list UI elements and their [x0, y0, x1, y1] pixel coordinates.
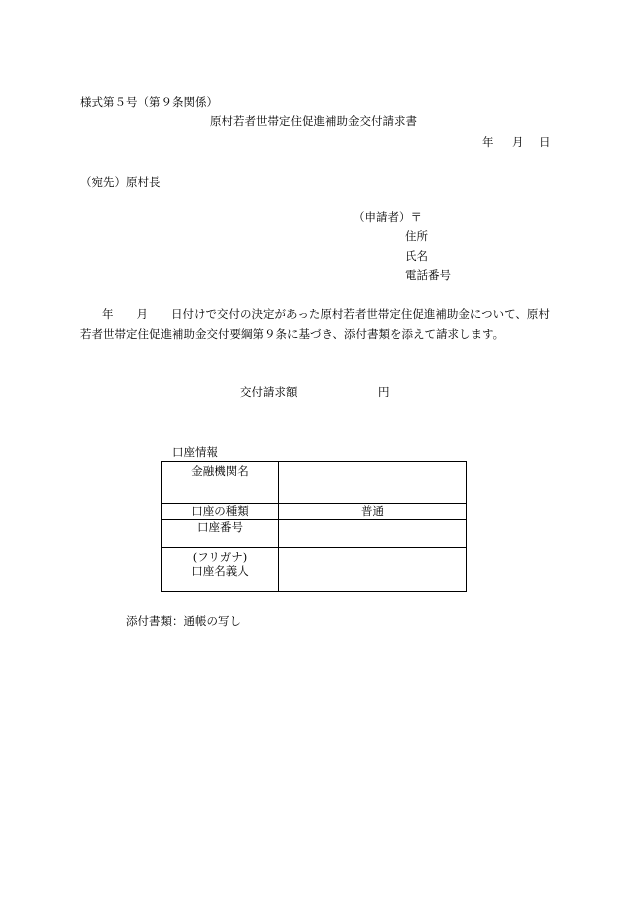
body-line-2: 若者世帯定住促進補助金交付要綱第９条に基づき、添付書類を添えて請求します。 — [80, 327, 505, 341]
account-number-label: 口座番号 — [162, 520, 279, 548]
attachments: 添付書類：通帳の写し — [126, 614, 241, 628]
amount-label: 交付請求額 — [240, 385, 298, 399]
address-label: 住所 — [405, 229, 428, 243]
account-type-label: 口座の種類 — [162, 504, 279, 520]
name-label: 氏名 — [405, 249, 428, 263]
addressee: （宛先）原村長 — [80, 175, 161, 189]
phone-label: 電話番号 — [405, 268, 451, 282]
table-row — [162, 504, 467, 520]
account-number-value — [279, 520, 467, 548]
document-title: 原村若者世帯定住促進補助金交付請求書 — [210, 114, 417, 128]
body-line-1: 年 月 日付けで交付の決定があった原村若者世帯定住促進補助金について、原村 — [102, 307, 550, 321]
table-row — [162, 462, 467, 504]
applicant-label: （申請者）〒 — [353, 210, 422, 224]
account-heading: 口座情報 — [172, 445, 218, 459]
account-holder-label: (フリガナ) 口座名義人 — [162, 548, 279, 592]
account-type-value: 普通 — [279, 504, 467, 520]
form-number: 様式第５号（第９条関係） — [80, 95, 218, 109]
date-month: 月 — [512, 135, 524, 149]
amount-unit: 円 — [378, 385, 390, 399]
date-year: 年 — [482, 135, 494, 149]
date-day: 日 — [539, 135, 551, 149]
table-row — [162, 520, 467, 548]
account-table — [161, 461, 467, 592]
bank-name-label: 金融機関名 — [162, 462, 279, 504]
account-holder-value — [279, 548, 467, 592]
bank-name-value — [279, 462, 467, 504]
table-row — [162, 548, 467, 592]
